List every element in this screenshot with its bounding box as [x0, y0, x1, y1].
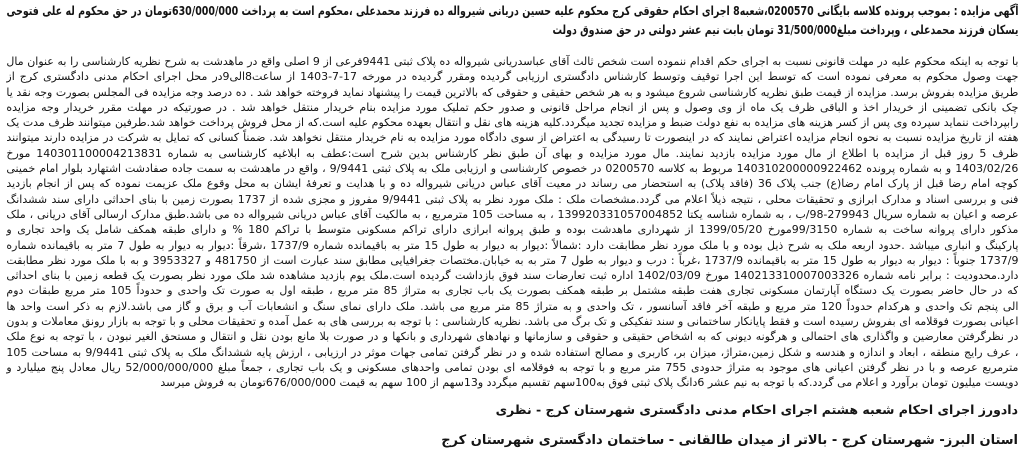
- notice-address: [6, 430, 1018, 452]
- body-line: کوچه امام رضا قبل از پارک امام رضا(ع) جنب پلاک 36 (فاقد پلاک) به استحضار می رساند در معیت آقای عباس دریانی شیرواله ده و با هدایت و تعرفۀ ایشان به محل وقوع ملک عزیمت نموده که پس از انجام بازدید: [6, 177, 1018, 191]
- notice-header: [6, 1, 1018, 39]
- body-line: مترمربع عرصه و با در نظر گرفتن اعیانی های موجود به متراژ حدودی 755 متر مربع و با توجه به فوقلامه ای بودن تمامی واحدهای مسکونی و یک باب تجاری ، جمعاً مبلغ 52/000/000/000 ریال معادل پنج میلیارد و: [6, 360, 1018, 374]
- body-line: مذکور دارای پروانه ساخت به شماره 99/3150مورخ 1399/05/20 از شهرداری ماهدشت بوده و طبق پروانه ابرازی دارای تراکم مسکونی متوسط با تراکم 180 % و دارای طبقه همکف شامل یک واحد تجاری و: [6, 223, 1018, 237]
- body-line: الی پنجم تک واحدی و هرکدام حدوداً 120 متر مربع و طبقه آخر فاقد آسانسور ، تک واحدی و به متراژ 85 متر مربع می باشد. ملک دارای نمای سنگ و انشعابات آب و برق و گاز می باشد.لازم به ذکر است واحد ها: [6, 299, 1018, 313]
- body-line: طریق مزایده بفروش برسد. مزایده از قیمت طبق نظریه کارشناسی شروع میشود و به هر شخص حقیقی و حقوقی که بالاترین قیمت را پیشنهاد نماید فروخته خواهد شد . ده درصد وجه مزایده فی المجلس بصورت وجه نقد یا: [6, 85, 1018, 99]
- body-line: پارکینگ و انباری میباشد .حدود اربعه ملک به شرح ذیل بوده و با ملک مورد نظر مطابقت دارد :شمالاً :دیوار به دیوار به طول 15 متر به باقیمانده شماره 1737/9 ،شرقاً :دیوار به دیوار به طول 7 متر به باقیمانده شماره: [6, 238, 1018, 252]
- notice-body: [6, 54, 1018, 391]
- header-line: آگهی مزایده : بموجب پرونده کلاسه بایگانی 0200570،شعبه8 اجرای احکام حقوقی کرج محکوم علیه حسین دریانی شیرواله ده فرزند محمدعلی ،محکوم است به پرداخت 630/000/000تومان در حق محکوم له علی فتوحی: [6, 3, 1018, 18]
- address-line: استان البرز- شهرستان کرج - بالاتر از میدان طالقانی - ساختمان دادگستری شهرستان کرج: [441, 433, 1018, 448]
- body-line: در نظرگرفتن معارضین و واگذاری های احتمالی و هرگونه دیونی که به اشخاص حقیقی و حقوقی و سازمانها و نهادهای شهرداری و بانکها و در صورت بلا مانع بودن نقل و انتقال و مستحق الغیر نبودن ، با توجه به نوع ملک: [6, 330, 1018, 344]
- body-line: ، عرف رایج منطقه ، ابعاد و اندازه و هندسه و شکل زمین،متراژ، میزان بر، کاربری و مصالح استفاده شده و در نظر گرفتن تمامی جهات موثر در ارزیابی ، ارزش پایه ششدانگ ملک به پلاک ثبتی 9/9441 به مساحت 105: [6, 345, 1018, 359]
- body-line: هفته از تاریخ مزایده نسبت به نحوه انجام مزایده اعتراض نمایند که در اینصورت تا رسیدگی به اعتراض از سوی دادگاه مورد مزایده به نام خریدار منتقل نخواهد شد. ضمناً کسانی که تمایل به شرکت در مزایده دارند میتوانند: [6, 131, 1018, 145]
- body-line: با توجه به اینکه محکوم علیه در مهلت قانونی نسبت به اجرای حکم اقدام ننموده است شخص ثالث آقای عباسدریانی شیرواله ده پلاک ثبتی 9441فرعی از 9 اصلی واقع در ماهدشت به شرح نظریه کارشناسی را به عنوان مال: [6, 55, 1018, 68]
- body-line: رابپرداخت ننماید سپرده وی پس از کسر هزینه های مزایده به نفع دولت ضبط و مزایده تجدید میگردد.کلیه هزینه های نقل و انتقال بعهده محکوم علیه است.که از محل فروش پرداخت خواهد شد.طرفین میتوانند ظرف مدت یک: [6, 116, 1018, 130]
- body-line: 1403/02/26 و به شماره پرونده 140310200000922462 مربوط به کلاسه 0200570 در خصوص کارشناسی و ارزیابی ملک به پلاک ثبتی 9/9441 ، واقع در ماهدشت به سمت جاده صفادشت اشتهارد بلوار امام خمینی: [6, 162, 1018, 176]
- body-line: جهت وصول محکوم به معرفی نموده است که توسط این اجرا توقیف وتوسط کارشناس دادگستری ارزیابی گردیده ومقرر گردیده در مورخه 17-7-1403 از ساعت8الی9در محل اجرای احکام مدنی دادگستری کرج از: [6, 70, 1018, 84]
- notice-signature: [6, 400, 1018, 420]
- body-line: دویست میلیون تومان برآورد و اعلام می گردد.که با توجه به نیم عشر 6دانگ پلاک ثبتی فوق به100سهم تقسیم میگردد و13سهم از 100 سهم به قیمت 676/000/000تومان به فروش میرسد: [159, 376, 1018, 390]
- body-line: که در حال حاضر بصورت یک دستگاه آپارتمان مسکونی تجاری هفت طبقه مشتمل بر طبقه همکف بصورت یک باب تجاری به متراژ 85 متر مربع ، طبقه اول به صورت تک واحدی و حدوداً 105 متر مربع طبقات دوم: [6, 284, 1018, 298]
- header-line: یسکان فرزند محمدعلی ، وپرداخت مبلغ31/500/000 تومان بابت نیم عشر دولتی در حق صندوق دولت: [552, 22, 1018, 37]
- body-line: ظرف 5 روز قبل از مزایده با اطلاع از مال مورد مزایده بازدید نمایند. مال مورد مزایده و بهای آن طبق نظر کارشناس بدین شرح است:عطف به ابلاغیه کارشناسی به شماره 140301100004213831 مورخ: [6, 146, 1018, 160]
- body-line: عرصه و اعیان به شماره سریال 279943-98/ب ، به شماره شناسه یکتا 139920331057004852 ، به مساحت 105 مترمربع ، به مالکیت آقای عباس دریانی شیرواله ده می باشد.طبق مدارک ارسالی آقای دریانی ، ملک: [6, 207, 1018, 221]
- body-line: چک بانکی تضمینی از خریدار اخذ و الباقی ظرف یک ماه از وی وصول و پس از انجام مراحل قانونی و صدور حکم تملیک مورد مزایده بنام خریدار منتقل خواهد شد . در صورتیکه در مهلت مقرر خریدار وجه مزایده: [6, 100, 1018, 114]
- body-line: دارد.محدودیت : برابر نامه شماره 140213310007003326 مورخ 1402/03/09 اداره ثبت تعارضات سند فوق بازداشت گردیده است.ملک یوم بازدید مشاهده شد ملک مورد نظر بصورت یک قطعه زمین با بنای احداثی: [6, 269, 1018, 283]
- body-line: اعیانی بصورت فوقلامه ای بفروش رسیده است و فقط پایانکار ساختمانی و سند تفکیکی و تک برگ می باشد. نظریه کارشناسی : با توجه به بررسی های به عمل آمده و تحقیقات محلی و با توجه به بازار رونق معاملات و بدون: [6, 315, 1018, 329]
- signature-line: دادورز اجرای احکام شعبه هشتم اجرای احکام مدنی دادگستری شهرستان کرج - نظری: [495, 402, 1018, 417]
- body-line: 1737/9 جنوباً : دیوار به دیوار به طول 15 متر به باقیمانده 1737/9 ،غرباً : درب و دیوار به طول 7 متر به به خیابان.مختصات جغرافیایی مطابق سند عبارت است از 481750 و 3953327 و به با ملک مورد نظر مطابقت: [6, 253, 1018, 267]
- body-line: فنی و بررسی اسناد و مدارک ابرازی و تحقیقات محلی ، نتیجه ذیلاً اعلام می گردد.مشخصات ملک : ملک مورد نظر به پلاک ثبتی 9/9441 مفروز و مجزی شده از 1737 بصورت زمین با بنای احداثی دارای سند ششدانگ: [6, 192, 1018, 206]
